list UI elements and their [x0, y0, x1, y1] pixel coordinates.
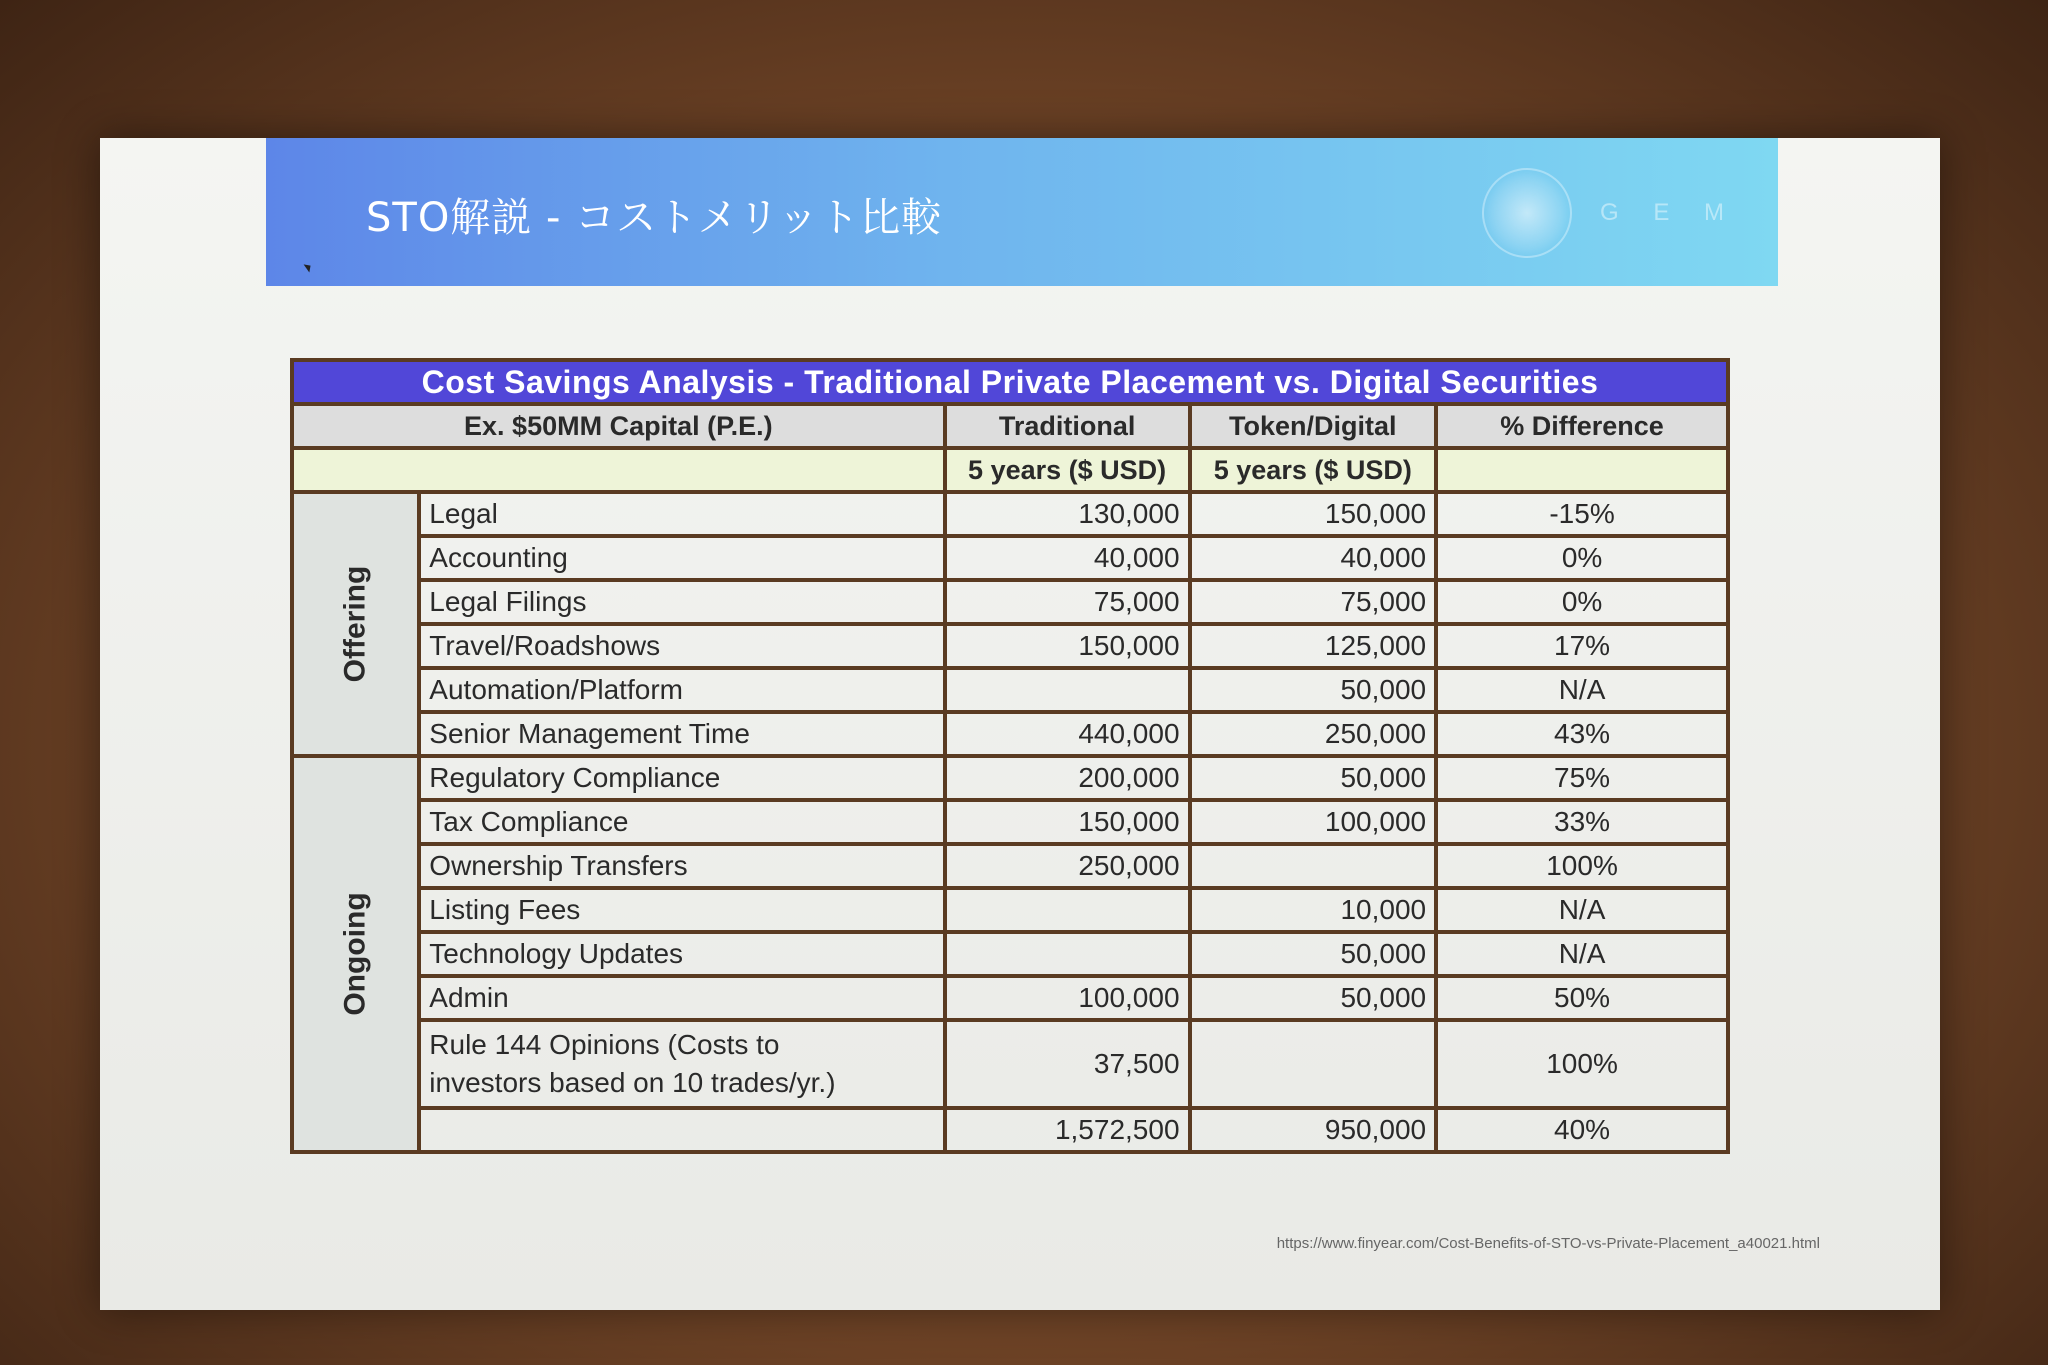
cell-traditional: 150,000 [945, 624, 1190, 668]
total-row [292, 1108, 1728, 1152]
table-row [292, 844, 1728, 888]
table-row [292, 756, 1728, 800]
total-diff: 40% [1436, 1108, 1728, 1152]
header-row [292, 404, 1728, 448]
cell-diff: 43% [1436, 712, 1728, 756]
cell-traditional: 100,000 [945, 976, 1190, 1020]
presentation-slide [100, 138, 1940, 1310]
row-label: Accounting [419, 536, 944, 580]
subheader-row [292, 448, 1728, 492]
group-label-ongoing: Ongoing [338, 892, 372, 1016]
cell-token: 50,000 [1190, 976, 1437, 1020]
cell-traditional [945, 668, 1190, 712]
cell-diff: -15% [1436, 492, 1728, 536]
cell-diff: 75% [1436, 756, 1728, 800]
table-row [292, 536, 1728, 580]
header-traditional: Traditional [945, 404, 1190, 448]
cell-diff: 50% [1436, 976, 1728, 1020]
cell-traditional: 150,000 [945, 800, 1190, 844]
row-label: Admin [419, 976, 944, 1020]
row-label: Travel/Roadshows [419, 624, 944, 668]
cell-traditional: 40,000 [945, 536, 1190, 580]
subheader-diff-blank [1436, 448, 1728, 492]
cell-diff: 33% [1436, 800, 1728, 844]
table-row [292, 712, 1728, 756]
table-row [292, 580, 1728, 624]
slide-header [266, 138, 1778, 286]
cell-traditional: 200,000 [945, 756, 1190, 800]
cell-traditional [945, 888, 1190, 932]
cell-token: 150,000 [1190, 492, 1437, 536]
cell-diff: N/A [1436, 932, 1728, 976]
total-label [419, 1108, 944, 1152]
cost-savings-table [290, 358, 1730, 1154]
cell-token: 100,000 [1190, 800, 1437, 844]
row-label-line-2: investors based on 10 trades/yr.) [429, 1067, 836, 1098]
slide-title: STO解説 - コストメリット比較 [366, 195, 943, 241]
row-label-line-1: Rule 144 Opinions (Costs to [429, 1029, 780, 1060]
cell-token [1190, 844, 1437, 888]
table-row [292, 1020, 1728, 1108]
cell-token: 250,000 [1190, 712, 1437, 756]
row-label: Tax Compliance [419, 800, 944, 844]
cell-diff: 0% [1436, 536, 1728, 580]
total-token: 950,000 [1190, 1108, 1437, 1152]
cell-traditional: 75,000 [945, 580, 1190, 624]
cell-traditional: 130,000 [945, 492, 1190, 536]
row-label: Regulatory Compliance [419, 756, 944, 800]
subheader-traditional: 5 years ($ USD) [945, 448, 1190, 492]
cell-token: 75,000 [1190, 580, 1437, 624]
logo-text: G E M [1599, 199, 1738, 226]
cell-traditional: 250,000 [945, 844, 1190, 888]
cell-token [1190, 1020, 1437, 1108]
row-label: Listing Fees [419, 888, 944, 932]
gem-logo-icon [1482, 168, 1572, 258]
header-token: Token/Digital [1190, 404, 1437, 448]
table-row [292, 492, 1728, 536]
table-row [292, 800, 1728, 844]
total-traditional: 1,572,500 [945, 1108, 1190, 1152]
cell-token: 40,000 [1190, 536, 1437, 580]
cell-token: 50,000 [1190, 932, 1437, 976]
cell-token: 50,000 [1190, 668, 1437, 712]
group-label-offering-cell [292, 492, 419, 756]
table-title: Cost Savings Analysis - Traditional Private Placement vs. Digital Securities [292, 360, 1728, 404]
table-row [292, 888, 1728, 932]
subheader-blank [292, 448, 945, 492]
subheader-token: 5 years ($ USD) [1190, 448, 1437, 492]
table-title-row [292, 360, 1728, 404]
row-label: Senior Management Time [419, 712, 944, 756]
source-url: https://www.finyear.com/Cost-Benefits-of-STO-vs-Private-Placement_a40021.html [1276, 1235, 1820, 1252]
cell-diff: 100% [1436, 844, 1728, 888]
row-label-rule-144 [419, 1020, 944, 1108]
cell-token: 10,000 [1190, 888, 1437, 932]
cell-token: 50,000 [1190, 756, 1437, 800]
row-label: Ownership Transfers [419, 844, 944, 888]
gem-logo [1482, 178, 1738, 248]
cell-diff: N/A [1436, 888, 1728, 932]
cost-table-container [290, 358, 1730, 1154]
cell-diff: N/A [1436, 668, 1728, 712]
row-label: Technology Updates [419, 932, 944, 976]
table-row [292, 976, 1728, 1020]
cell-traditional: 440,000 [945, 712, 1190, 756]
table-row [292, 932, 1728, 976]
cell-traditional: 37,500 [945, 1020, 1190, 1108]
cell-diff: 0% [1436, 580, 1728, 624]
cell-diff: 17% [1436, 624, 1728, 668]
row-label: Legal [419, 492, 944, 536]
header-diff: % Difference [1436, 404, 1728, 448]
group-label-ongoing-cell [292, 756, 419, 1152]
header-label: Ex. $50MM Capital (P.E.) [292, 404, 945, 448]
cell-token: 125,000 [1190, 624, 1437, 668]
cell-traditional [945, 932, 1190, 976]
row-label: Automation/Platform [419, 668, 944, 712]
group-label-offering: Offering [338, 565, 372, 683]
row-label: Legal Filings [419, 580, 944, 624]
table-row [292, 624, 1728, 668]
table-row [292, 668, 1728, 712]
cell-diff: 100% [1436, 1020, 1728, 1108]
